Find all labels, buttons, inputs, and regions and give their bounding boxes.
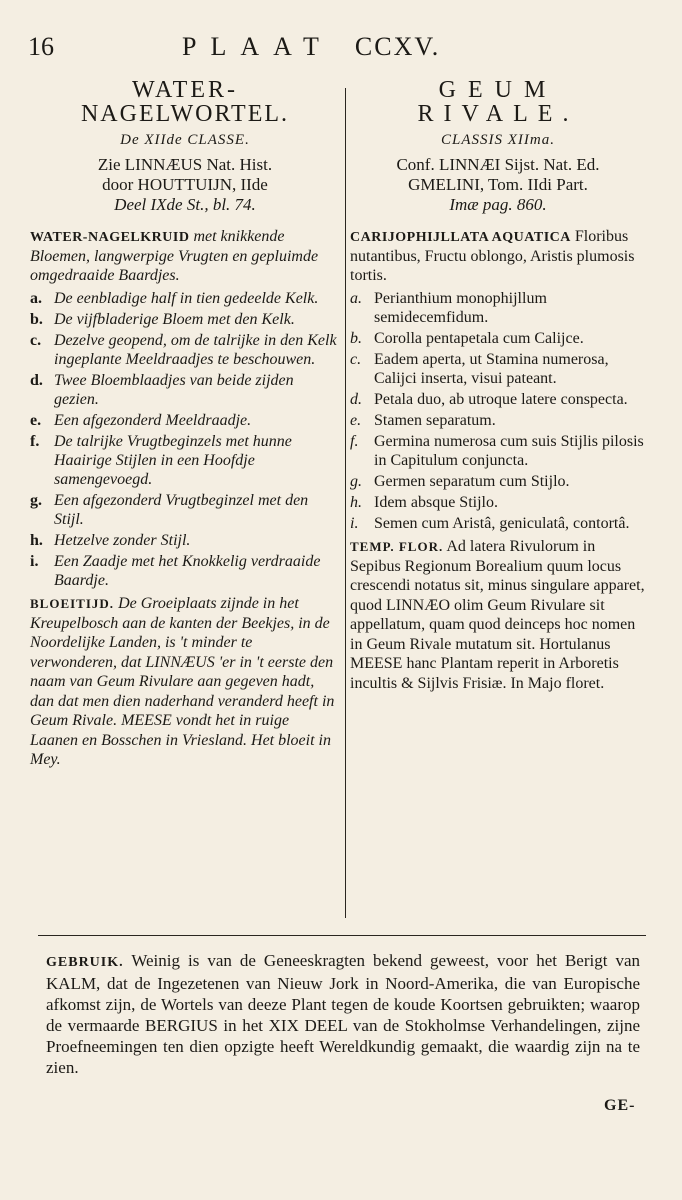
item-text: De vijfbladerige Bloem met den Kelk. <box>54 311 295 328</box>
item-key: g. <box>350 473 362 490</box>
page-header <box>0 30 682 66</box>
item-key: e. <box>30 412 42 429</box>
dutch-flowering-body: De Groeiplaats zijnde in het Kreupelbosch aan de kanten der Beekjes, in de Noordelijke Landen, is 't minder te verwonderen, dat LINNÆUS 'er in 't eerste den naam van Geum Rivulare aan gegeven hadt, dan dat men dien naderhand veranderd heeft in Geum Rivale. MEESE vondt het in ruige Laanen en Bosschen in Vriesland. Het bloeit in Mey. <box>30 595 335 768</box>
item-key: d. <box>350 391 362 408</box>
item-text: Een afgezonderd Meeldraadje. <box>54 412 252 429</box>
dutch-figure-item <box>30 371 340 409</box>
item-key: e. <box>350 412 362 429</box>
item-key: a. <box>30 290 42 307</box>
dutch-figure-item <box>30 411 340 430</box>
item-key: d. <box>30 372 43 389</box>
latin-figure-item <box>350 411 646 430</box>
dutch-title <box>30 78 340 149</box>
dutch-figure-item <box>30 552 340 590</box>
latin-class: CLASSIS XIIma. <box>441 132 555 148</box>
dutch-title-line1: WATER- <box>132 77 238 103</box>
dutch-flowering-lead: BLOEITIJD. <box>30 596 115 611</box>
page-number: 16 <box>28 32 54 61</box>
item-key: a. <box>350 290 362 307</box>
dutch-column <box>30 78 340 770</box>
latin-ref-line3: Imæ pag. 860. <box>449 195 547 214</box>
dutch-description <box>30 227 340 285</box>
latin-ref-line2: GMELINI, Tom. IIdi Part. <box>408 175 588 194</box>
latin-column <box>350 78 646 693</box>
latin-figure-item <box>350 390 646 409</box>
catchword: GE- <box>604 1097 636 1114</box>
usage-lead: GEBRUIK. <box>46 955 124 970</box>
item-text: Germen separatum cum Stijlo. <box>374 473 570 490</box>
plate-word: PLAAT <box>182 32 333 61</box>
item-text: Stamen separatum. <box>374 412 496 429</box>
dutch-figure-item <box>30 432 340 489</box>
item-text: De talrijke Vrugtbeginzels met hunne Haairige Stijlen in een Hoofdje samengevoegd. <box>54 433 292 488</box>
dutch-title-line2: NAGELWORTEL. <box>80 101 290 127</box>
item-key: b. <box>350 330 362 347</box>
item-key: c. <box>30 332 42 349</box>
latin-description-body: Floribus nutantibus, Fructu oblongo, Aristis plumosis tortis. <box>350 228 635 284</box>
item-text: Corolla pentapetala cum Calijce. <box>374 330 584 347</box>
item-text: Semen cum Aristâ, geniculatâ, contortâ. <box>374 515 630 532</box>
item-text: Idem absque Stijlo. <box>374 494 498 511</box>
dutch-description-body: met knikkende Bloemen, langwerpige Vrugten en gepluimde omgedraaide Baardjes. <box>30 228 319 284</box>
dutch-reference <box>30 155 340 215</box>
item-text: Perianthium monophijllum semidecemfidum. <box>374 290 547 326</box>
item-key: g. <box>30 492 42 509</box>
latin-description-lead: CARIJOPHIJLLATA AQUATICA <box>350 230 571 245</box>
dutch-figure-item <box>30 531 340 550</box>
item-key: c. <box>350 351 362 368</box>
dutch-figure-item <box>30 310 340 329</box>
dutch-ref-line2: door HOUTTUIJN, IIde <box>102 175 268 194</box>
item-key: i. <box>30 553 39 570</box>
plate-number: CCXV. <box>354 32 441 61</box>
latin-figure-item <box>350 350 646 388</box>
item-key: h. <box>30 532 43 549</box>
dutch-figure-list <box>30 289 340 590</box>
dutch-class: De XIIde CLASSE. <box>120 132 250 148</box>
section-rule <box>38 935 646 936</box>
item-text: Een Zaadje met het Knokkelig verdraaide Baardje. <box>54 553 321 589</box>
latin-figure-item <box>350 289 646 327</box>
item-text: Dezelve geopend, om de talrijke in den Kelk ingeplante Meeldraadjes te beschouwen. <box>54 332 337 368</box>
latin-figure-item <box>350 432 646 470</box>
item-text: Een afgezonderd Vrugtbeginzel met den Stijl. <box>54 492 309 528</box>
latin-title-line1: GEUM <box>438 77 558 103</box>
latin-flowering-body: Ad latera Rivulorum in Sepibus Regionum Borealium quum locus crescendi notatus sit, minus singulare apparet, quod LINNÆO olim Geum Rivulare sit appellatum, quam quod deinceps hoc nomen in Geum Rivale mutatum sit. Hortulanus MEESE hanc Plantam reperit in Arboretis incultis & Sijlvis Frisiæ. In Majo floret. <box>350 538 645 692</box>
column-divider <box>345 88 346 918</box>
latin-flowering-note <box>350 537 646 693</box>
usage-paragraph <box>46 950 640 1078</box>
plate-heading <box>182 32 440 62</box>
item-key: f. <box>30 433 40 450</box>
item-key: f. <box>350 433 359 450</box>
dutch-flowering-note <box>30 594 340 770</box>
latin-figure-list <box>350 289 646 533</box>
item-text: Twee Bloemblaadjes van beide zijden gezien. <box>54 372 294 408</box>
latin-flowering-lead: TEMP. FLOR. <box>350 539 444 554</box>
dutch-ref-line3: Deel IXde St., bl. 74. <box>114 195 256 214</box>
latin-ref-line1: Conf. LINNÆI Sijst. Nat. Ed. <box>396 155 600 174</box>
latin-title <box>350 78 646 149</box>
latin-figure-item <box>350 329 646 348</box>
item-text: Petala duo, ab utroque latere conspecta. <box>374 391 628 408</box>
item-key: i. <box>350 515 359 532</box>
item-text: Hetzelve zonder Stijl. <box>54 532 191 549</box>
latin-title-line2: RIVALE. <box>417 101 579 127</box>
item-text: Eadem aperta, ut Stamina numerosa, Calijci inserta, visui pateant. <box>374 351 609 387</box>
dutch-figure-item <box>30 331 340 369</box>
latin-description <box>350 227 646 285</box>
dutch-ref-line1: Zie LINNÆUS Nat. Hist. <box>97 155 273 174</box>
latin-figure-item <box>350 472 646 491</box>
usage-body: Weinig is van de Geneeskragten bekend geweest, voor het Berigt van KALM, dat de Ingezetenen van Nieuw Jork in Noord-Amerika, die van Europische afkomst zijn, de Wortels van deeze Plant tegen de koude Koortsen gebruikten; waarop de vermaarde BERGIUS in het XIX DEEL van de Stokholmse Verhandelingen, zijne Proefneemingen ten dien opzigte heeft Wereldkundig gemaakt, die waardig zijn na te zien. <box>46 951 640 1077</box>
item-text: De eenbladige half in tien gedeelde Kelk. <box>54 290 319 307</box>
item-key: b. <box>30 311 43 328</box>
latin-reference <box>350 155 646 215</box>
item-text: Germina numerosa cum suis Stijlis pilosis in Capitulum conjuncta. <box>374 433 644 469</box>
latin-figure-item <box>350 514 646 533</box>
item-key: h. <box>350 494 362 511</box>
dutch-figure-item <box>30 491 340 529</box>
dutch-figure-item <box>30 289 340 308</box>
latin-figure-item <box>350 493 646 512</box>
dutch-description-lead: WATER-NAGELKRUID <box>30 230 190 245</box>
